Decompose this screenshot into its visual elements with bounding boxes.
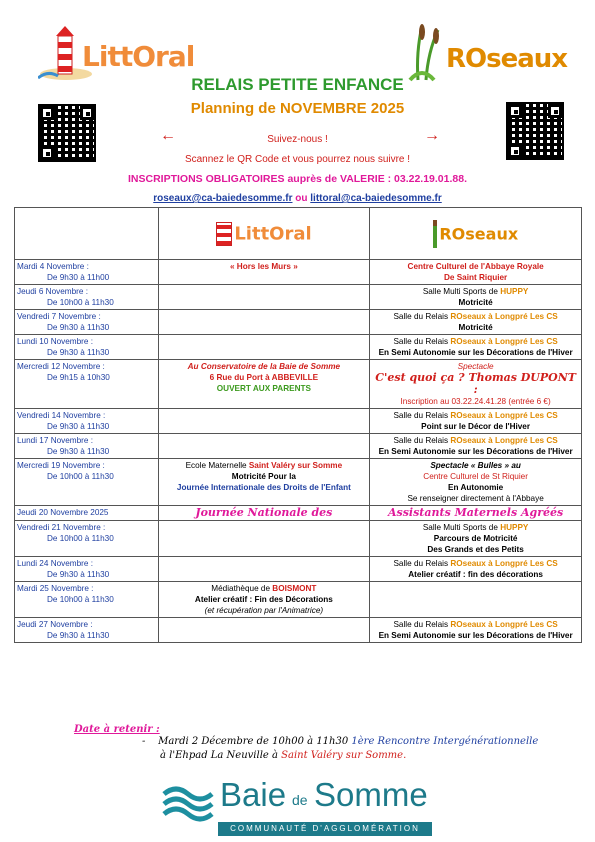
table-row [15,434,582,459]
table-row [15,260,582,285]
brand-somme: Somme [314,776,428,813]
roseaux-cell [370,310,582,335]
date-cell [15,582,159,618]
footer-line-2 [160,750,406,761]
roseaux-cell [370,506,582,521]
littoral-cell [158,360,370,409]
email-roseaux-link[interactable]: roseaux@ca-baiedesomme.fr [153,193,293,204]
page-title: RELAIS PETITE ENFANCE [191,75,404,94]
cell-text: Salle du Relais [393,620,451,629]
table-row [15,285,582,310]
littoral-cell [158,506,370,521]
cell-text: Parcours de Motricité [433,534,518,543]
littoral-cell [158,582,370,618]
cell-line [372,336,579,347]
waves-icon [162,782,218,822]
table-row [15,521,582,557]
littoral-cell [158,260,370,285]
footer-bullet: - [142,736,159,747]
cell-text: En Semi Autonomie sur les Décorations de l'Hiver [378,348,573,357]
date-day: Vendredi 7 Novembre : [17,312,101,321]
table-row [15,506,582,521]
date-day: Jeudi 6 Novembre : [17,287,88,296]
roseaux-cell [370,582,582,618]
cell-text: Atelier créatif : fin des décorations [408,570,543,579]
cell-text: (et récupération par l'Animatrice) [204,606,324,615]
cell-text: Salle du Relais [393,337,451,346]
table-row [15,409,582,434]
date-time: De 9h30 à 11h30 [47,323,110,332]
cell-text: « Hors les Murs » [229,262,298,271]
cell-text: De Saint Riquier [443,273,508,282]
cell-text: Journée Internationale des Droits de l'Enfant [176,483,351,492]
cell-text: Salle du Relais [393,559,451,568]
logo-littoral [38,22,195,82]
date-day: Jeudi 20 Novembre 2025 [17,508,109,517]
logo-roseaux-text: ROseaux [446,44,568,74]
cell-line [372,569,579,580]
inscriptions-text: INSCRIPTIONS OBLIGATOIRES auprès de VALERIE : 03.22.19.01.88. [127,173,468,185]
cell-text: Des Grands et des Petits [427,545,524,554]
date-time: De 9h30 à 11h30 [47,631,110,640]
brand-de: de [292,792,308,808]
logo-littoral-text: LittOral [82,40,195,73]
cell-line [161,594,368,605]
cell-line [161,507,368,519]
date-cell [15,557,159,582]
cell-text: Ecole Maternelle [185,461,249,470]
cell-line [372,272,579,283]
roseaux-cell [370,260,582,285]
date-cell [15,434,159,459]
cell-line [372,619,579,630]
date-day: Mercredi 12 Novembre : [17,362,105,371]
logo-roseaux [408,22,573,82]
cell-line [372,558,579,569]
brand-baie: Baie [220,776,287,813]
roseaux-cell [370,557,582,582]
table-row [15,459,582,506]
schedule-table [14,207,582,643]
cell-text: Salle Multi Sports de [422,287,501,296]
roseaux-cell [370,434,582,459]
cell-highlight: ROseaux à Longpré Les CS [450,620,558,629]
emails [0,193,595,204]
date-cell [15,409,159,434]
date-cell [15,260,159,285]
cell-line [161,261,368,272]
cell-highlight: HUPPY [500,523,529,532]
cell-highlight: HUPPY [500,287,529,296]
cell-line [372,322,579,333]
footer-line-1-a: Mardi 2 Décembre de 10h00 à 11h30 [158,736,352,747]
date-cell [15,285,159,310]
cell-text: Inscription au 03.22.24.41.28 (entrée 6 €) [400,397,551,406]
date-cell [15,521,159,557]
cell-text: Spectacle [457,362,494,371]
cell-text: Atelier créatif : Fin des Décorations [194,595,333,604]
cell-highlight: BOISMONT [272,584,317,593]
date-cell [15,335,159,360]
cell-line [372,533,579,544]
littoral-cell [158,557,370,582]
cell-line [372,435,579,446]
cell-line [161,361,368,372]
date-time: De 9h15 à 10h30 [47,373,110,382]
brand-subtitle: COMMUNAUTÉ D'AGGLOMÉRATION [218,822,432,836]
date-day: Lundi 10 Novembre : [17,337,94,346]
date-cell [15,459,159,506]
arrow-right-icon: → [424,127,440,144]
littoral-cell [158,521,370,557]
date-cell [15,310,159,335]
littoral-cell [158,434,370,459]
date-time: De 10h00 à 11h30 [47,472,114,481]
date-day: Vendredi 14 Novembre : [17,411,106,420]
cell-text: Salle du Relais [393,411,451,420]
cell-line [372,261,579,272]
brand-logo [162,776,434,838]
cell-text: Motricité [458,298,493,307]
cell-text: Se renseigner directement à l'Abbaye [407,494,544,503]
cell-line [372,522,579,533]
cell-line [372,347,579,358]
table-row [15,557,582,582]
cell-text: Salle du Relais [393,436,451,445]
date-day: Mercredi 19 Novembre : [17,461,105,470]
footer-line-2-b: Saint Valéry sur Somme. [281,750,407,761]
cell-highlight: ROseaux à Longpré Les CS [450,337,558,346]
cell-text: Assistants Maternels Agréés [388,506,564,519]
table-row [15,618,582,643]
table-row [15,582,582,618]
roseaux-cell [370,335,582,360]
cell-text: En Semi Autonomie sur les Décorations de l'Hiver [378,631,573,640]
roseaux-cell [370,459,582,506]
header-roseaux-text: ROseaux [439,224,519,243]
email-separator: ou [295,193,308,204]
cell-text: Motricité [458,323,493,332]
arrow-left-icon: ← [160,127,176,144]
cell-text: Médiathèque de [211,584,273,593]
date-day: Lundi 17 Novembre : [17,436,94,445]
date-time: De 10h00 à 11h30 [47,534,114,543]
cell-text: Salle Multi Sports de [422,523,501,532]
cell-line [372,286,579,297]
header-roseaux-cell [370,208,582,260]
date-time: De 9h30 à 11h30 [47,447,110,456]
date-day: Lundi 24 Novembre : [17,559,94,568]
header-littoral-cell [158,208,370,260]
scan-text: Scannez le QR Code et vous pourrez nous suivre ! [184,154,411,165]
date-day: Mardi 25 Novembre : [17,584,94,593]
footer-line-1-b: 1ère Rencontre Intergénérationnelle [351,736,539,747]
littoral-cell [158,618,370,643]
littoral-cell [158,310,370,335]
littoral-cell [158,285,370,310]
cell-line [372,544,579,555]
cell-line [372,297,579,308]
littoral-cell [158,459,370,506]
cell-line [372,630,579,641]
cell-line [372,493,579,504]
date-time: De 9h30 à 11h00 [47,273,110,282]
cell-line [161,372,368,383]
cell-line [372,507,579,519]
cell-text: Point sur le Décor de l'Hiver [421,422,531,431]
littoral-cell [158,409,370,434]
cell-text: En Semi Autonomie sur les Décorations de l'Hiver [378,447,573,456]
roseaux-cell [370,360,582,409]
cell-text: Au Conservatoire de la Baie de Somme [187,362,341,371]
cell-line [161,471,368,482]
cell-line [372,311,579,322]
table-header-row [15,208,582,260]
cell-line [372,410,579,421]
table-row [15,335,582,360]
roseaux-cell [370,285,582,310]
schedule-rows [15,260,582,643]
cell-line [372,396,579,407]
cell-line [372,372,579,396]
cell-text: 6 Rue du Port à ABBEVILLE [209,373,319,382]
cell-line [372,482,579,493]
email-littoral-link[interactable]: littoral@ca-baiedesomme.fr [310,193,442,204]
page-subtitle: Planning de NOVEMBRE 2025 [190,100,405,117]
date-day: Mardi 4 Novembre : [17,262,89,271]
cell-text: Motricité Pour la [231,472,296,481]
follow-text: Suivez-nous ! [267,134,328,145]
date-time: De 9h30 à 11h30 [47,422,110,431]
cell-line [372,421,579,432]
cell-line [372,460,579,471]
date-day: Vendredi 21 Novembre : [17,523,106,532]
date-day: Jeudi 27 Novembre : [17,620,93,629]
roseaux-cell [370,409,582,434]
header-reeds-icon [433,220,437,248]
date-time: De 9h30 à 11h30 [47,348,110,357]
roseaux-cell [370,618,582,643]
header-empty-cell [15,208,159,260]
footer-line-1 [142,736,538,747]
cell-highlight: ROseaux à Longpré Les CS [450,312,558,321]
cell-line [372,446,579,457]
cell-line [161,605,368,616]
table-row [15,310,582,335]
littoral-cell [158,335,370,360]
cell-highlight: ROseaux à Longpré Les CS [450,411,558,420]
date-time: De 9h30 à 11h30 [47,570,110,579]
date-time: De 10h00 à 11h30 [47,595,114,604]
roseaux-cell [370,521,582,557]
cell-text: Centre Culturel de l'Abbaye Royale [407,262,544,271]
cell-highlight: ROseaux à Longpré Les CS [450,559,558,568]
cell-highlight: ROseaux à Longpré Les CS [450,436,558,445]
date-time: De 10h00 à 11h30 [47,298,114,307]
cell-line [161,383,368,394]
date-label: Date à retenir : [74,724,160,735]
cell-line [161,482,368,493]
cell-text: Centre Culturel de St Riquier [423,472,528,481]
cell-text: Salle du Relais [393,312,451,321]
cell-line [372,471,579,482]
header-littoral-text: LittOral [234,223,312,244]
cell-highlight: Saint Valéry sur Somme [248,461,343,470]
cell-line [161,460,368,471]
cell-text: Spectacle « Bulles » au [430,461,521,470]
date-cell [15,618,159,643]
table-row [15,360,582,409]
cell-text: En Autonomie [448,483,504,492]
date-cell [15,360,159,409]
date-cell [15,506,159,521]
cell-text: C'est quoi ça ? Thomas DUPONT : [375,371,576,396]
header-lighthouse-icon [216,222,232,246]
qr-code-right[interactable] [506,102,564,160]
cell-text: OUVERT AUX PARENTS [216,384,311,393]
footer-line-2-a: à l'Ehpad La Neuville à [160,750,282,761]
cell-line [161,583,368,594]
cell-text: Journée Nationale des [195,506,333,519]
